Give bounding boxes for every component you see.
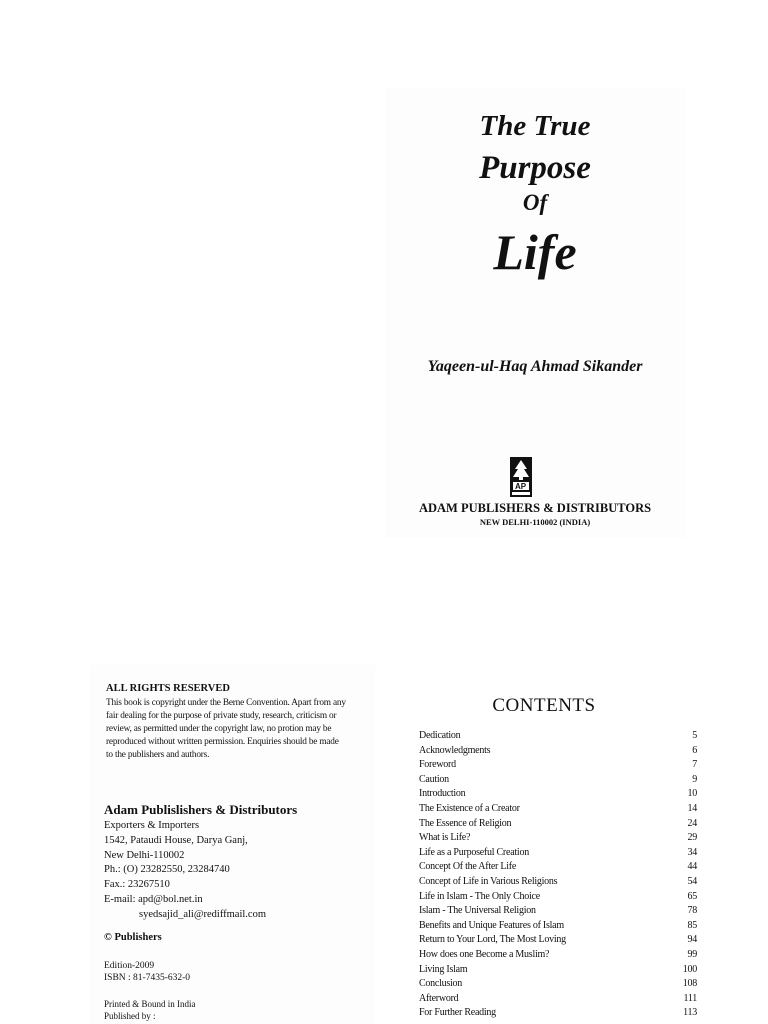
contents-entry-title: Conclusion — [419, 978, 463, 990]
contents-entry-title: Living Islam — [419, 963, 468, 975]
title-line-2: Purpose — [479, 150, 591, 186]
contents-entry — [419, 963, 697, 978]
contents-entry — [419, 744, 697, 759]
isbn-line: ISBN : 81-7435-632-0 — [104, 973, 191, 983]
imprint-line: 1542, Pataudi House, Darya Ganj, — [104, 834, 248, 846]
rights-heading: ALL RIGHTS RESERVED — [106, 683, 230, 694]
imprint-line: E-mail: apd@bol.net.in — [104, 893, 203, 905]
contents-entry — [419, 977, 697, 992]
contents-entry — [419, 758, 697, 773]
contents-entry-page: 44 — [687, 861, 697, 873]
publishers-mark: © Publishers — [104, 932, 162, 943]
rights-line: review, as permitted under the copyright law, no protion may be — [106, 724, 332, 734]
imprint-line: Exporters & Importers — [104, 820, 200, 831]
contents-entry-title: Caution — [419, 773, 449, 785]
contents-entry-page: 24 — [687, 817, 697, 829]
contents-entry-page: 99 — [687, 948, 697, 960]
contents-entry-page: 6 — [692, 744, 697, 756]
contents-entry-page: 100 — [682, 963, 697, 975]
contents-entry-title: What is Life? — [419, 832, 471, 844]
imprint-line: Ph.: (O) 23282550, 23284740 — [104, 864, 230, 876]
contents-entry-title: Concept of Life in Various Religions — [419, 875, 558, 887]
contents-entry — [419, 802, 697, 817]
contents-entry-page: 29 — [687, 832, 697, 844]
contents-entry-page: 78 — [687, 905, 697, 917]
contents-entry-page: 65 — [687, 890, 697, 902]
contents-entry — [419, 904, 697, 919]
contents-entry — [419, 846, 697, 861]
contents-entry-title: Life as a Purposeful Creation — [419, 846, 529, 858]
svg-text:AP: AP — [515, 482, 527, 491]
contents-entry-title: How does one Become a Muslim? — [419, 948, 550, 960]
contents-entry-title: The Essence of Religion — [419, 817, 512, 829]
contents-entry — [419, 948, 697, 963]
copyright-page — [90, 665, 375, 1024]
contents-entry-title: Islam - The Universal Religion — [419, 905, 536, 917]
contents-entry — [419, 890, 697, 905]
rights-line: reproduced without written permission. Enquiries should be made — [106, 737, 339, 747]
contents-entry-title: For Further Reading — [419, 1007, 496, 1019]
contents-entry-title: Introduction — [419, 788, 466, 800]
contents-list — [419, 729, 697, 1021]
contents-entry-title: Foreword — [419, 759, 456, 771]
contents-entry-title: Benefits and Unique Features of Islam — [419, 919, 564, 931]
contents-entry-title: Afterword — [419, 992, 459, 1004]
imprint-line: New Delhi-110002 — [104, 849, 185, 861]
contents-entry-title: The Existence of a Creator — [419, 802, 520, 814]
contents-entry — [419, 1006, 697, 1021]
contents-entry — [419, 773, 697, 788]
contents-entry-page: 7 — [692, 759, 697, 771]
contents-entry-page: 14 — [687, 802, 697, 814]
imprint-line: syedsajid_ali@rediffmail.com — [139, 908, 266, 920]
imprint-address — [104, 819, 266, 923]
contents-entry-title: Concept Of the After Life — [419, 861, 517, 873]
edition-line: Edition-2009 — [104, 961, 155, 971]
contents-entry-page: 54 — [687, 875, 697, 887]
contents-entry-page: 9 — [692, 773, 697, 785]
contents-entry-page: 85 — [687, 919, 697, 931]
printed-info — [104, 998, 196, 1022]
contents-entry-page: 5 — [692, 730, 697, 741]
contents-entry — [419, 729, 697, 744]
contents-entry-page: 34 — [687, 846, 697, 858]
author-name: Yaqeen-ul-Haq Ahmad Sikander — [427, 358, 643, 375]
rights-line: This book is copyright under the Berne Convention. Apart from any — [106, 698, 346, 708]
contents-page — [385, 665, 703, 1024]
contents-entry-page: 10 — [687, 788, 697, 800]
contents-entry — [419, 919, 697, 934]
title-line-4: Life — [493, 224, 577, 280]
rights-line: fair dealing for the purpose of private study, research, criticism or — [106, 711, 337, 721]
imprint-name: Adam Publislishers & Distributors — [104, 802, 298, 817]
contents-entry — [419, 875, 697, 890]
contents-entry-title: Acknowledgments — [419, 744, 491, 756]
rights-text — [106, 697, 371, 762]
publisher-name: ADAM PUBLISHERS & DISTRIBUTORS — [418, 501, 652, 515]
contents-entry-title: Return to Your Lord, The Most Loving — [419, 934, 566, 946]
title-line-1: The True — [479, 110, 591, 142]
publisher-logo-icon — [509, 456, 533, 498]
contents-entry-page: 108 — [682, 978, 697, 990]
contents-entry — [419, 831, 697, 846]
contents-entry — [419, 787, 697, 802]
publisher-city: NEW DELHI-110002 (INDIA) — [479, 517, 591, 527]
contents-entry-page: 94 — [687, 934, 697, 946]
contents-entry — [419, 817, 697, 832]
contents-entry — [419, 992, 697, 1007]
rights-line: to the publishers and authors. — [106, 750, 210, 760]
contents-entry-title: Life in Islam - The Only Choice — [419, 890, 540, 902]
contents-entry-page: 111 — [683, 992, 697, 1004]
imprint-line: Fax.: 23267510 — [104, 879, 170, 891]
title-page — [385, 88, 685, 538]
edition-info — [104, 960, 190, 984]
contents-heading: CONTENTS — [492, 695, 596, 716]
contents-entry-page: 113 — [683, 1007, 697, 1019]
printed-line: Printed & Bound in India — [104, 999, 196, 1009]
published-by-line: Published by : — [104, 1011, 156, 1021]
title-line-3: Of — [522, 190, 548, 215]
contents-entry — [419, 860, 697, 875]
contents-entry — [419, 933, 697, 948]
contents-entry-title: Dedication — [419, 730, 461, 741]
